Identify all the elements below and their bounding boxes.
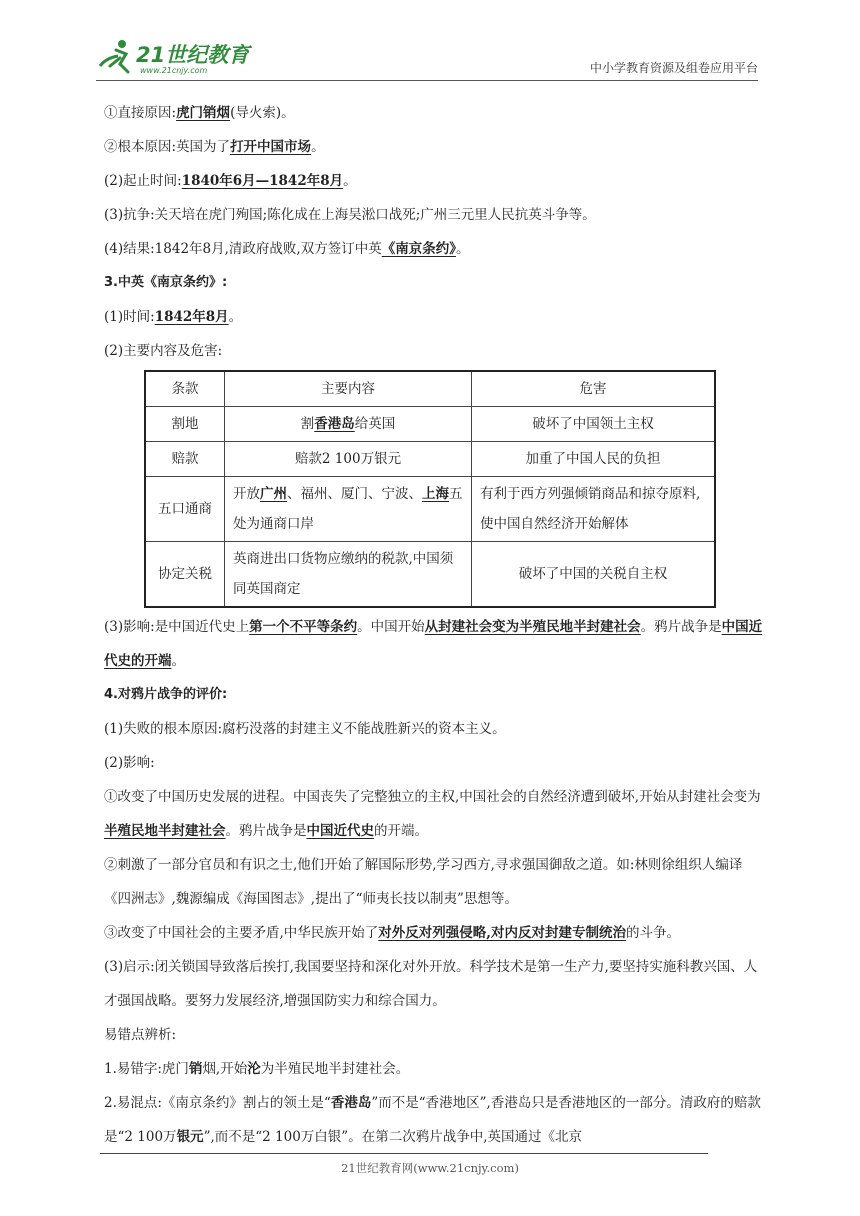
influence-3: ③改变了中国社会的主要矛盾,中华民族开始了对外反对列强侵略,对内反对封建专制统治的斗争。 xyxy=(104,925,680,941)
table-cell: 有利于西方列强倾销商品和掠夺原料,使中国自然经济开始解体 xyxy=(472,477,716,542)
table-cell: 破坏了中国领土主权 xyxy=(472,407,716,442)
document-body xyxy=(104,96,764,1154)
enlightenment: (3)启示:闭关锁国导致落后挨打,我国要坚持和深化对外开放。科学技术是第一生产力,要坚持实施科教兴国、人才强国战略。要努力发展经济,增强国防实力和综合国力。 xyxy=(104,959,758,1009)
table-header-cell: 条款 xyxy=(145,371,225,407)
failure-cause: (1)失败的根本原因:腐朽没落的封建主义不能战胜新兴的资本主义。 xyxy=(104,721,506,737)
table-cell: 割香港岛给英国 xyxy=(225,407,472,442)
table-cell: 赔款 xyxy=(145,442,225,477)
table-cell: 加重了中国人民的负担 xyxy=(472,442,716,477)
section-heading-4: 4.对鸦片战争的评价: xyxy=(104,687,228,702)
treaty-impact: (3)影响:是中国近代史上第一个不平等条约。中国开始从封建社会变为半殖民地半封建社会。鸦片战争是中国近代史的开端。 xyxy=(104,619,763,669)
table-cell: 赔款2 100万银元 xyxy=(225,442,472,477)
table-header-cell: 危害 xyxy=(472,371,716,407)
table-row xyxy=(145,477,715,542)
footer-divider xyxy=(100,1153,708,1154)
influence-2: ②刺激了一部分官员和有识之士,他们开始了解国际形势,学习西方,寻求强国御敌之道。如:林则徐组织人编译《四洲志》,魏源编成《海国图志》,提出了“师夷长技以制夷”思想等。 xyxy=(104,857,743,907)
table-row xyxy=(145,542,715,608)
table-cell: 英商进出口货物应缴纳的税款,中国须同英国商定 xyxy=(225,542,472,608)
time-span: (2)起止时间:1840年6月—1842年8月。 xyxy=(104,173,357,189)
error-words: 1.易错字:虎门销烟,开始沦为半殖民地半封建社会。 xyxy=(104,1061,410,1077)
page-footer: 21世纪教育网(www.21cnjy.com) xyxy=(341,1161,519,1175)
table-cell: 开放广州、福州、厦门、宁波、上海五处为通商口岸 xyxy=(225,477,472,542)
influence-1: ①改变了中国历史发展的进程。中国丧失了完整独立的主权,中国社会的自然经济遭到破坏,开始从封建社会变为半殖民地半封建社会。鸦片战争是中国近代史的开端。 xyxy=(104,789,761,839)
treaty-table xyxy=(144,370,716,608)
root-cause: ②根本原因:英国为了打开中国市场。 xyxy=(104,139,325,155)
table-row xyxy=(145,407,715,442)
influence-heading: (2)影响: xyxy=(104,755,155,771)
result: (4)结果:1842年8月,清政府战败,双方签订中英《南京条约》。 xyxy=(104,241,470,257)
table-header-cell: 主要内容 xyxy=(225,371,472,407)
svg-text:www.21cnjy.com: www.21cnjy.com xyxy=(140,66,208,75)
page-header xyxy=(96,30,758,81)
platform-name: 中小学教育资源及组卷应用平台 xyxy=(589,61,758,75)
treaty-time: (1)时间:1842年8月。 xyxy=(104,309,243,325)
site-logo xyxy=(96,36,266,76)
table-header-row xyxy=(145,371,715,407)
svg-text:21世纪教育: 21世纪教育 xyxy=(136,43,250,67)
table-row xyxy=(145,442,715,477)
table-cell: 割地 xyxy=(145,407,225,442)
treaty-content-heading: (2)主要内容及危害: xyxy=(104,343,223,359)
confusion-points: 2.易混点:《南京条约》割占的领土是“香港岛”而不是“香港地区”,香港岛只是香港地区的一部分。清政府的赔款是“2 100万银元”,而不是“2 100万白银”。在第二次鸦片战争中,英国通过《北京 xyxy=(104,1095,761,1145)
table-cell: 协定关税 xyxy=(145,542,225,608)
table-cell: 五口通商 xyxy=(145,477,225,542)
table-cell: 破坏了中国的关税自主权 xyxy=(472,542,716,608)
section-heading-3: 3.中英《南京条约》: xyxy=(104,275,228,290)
error-analysis-heading: 易错点辨析: xyxy=(104,1027,177,1043)
resistance: (3)抗争:关天培在虎门殉国;陈化成在上海吴淞口战死;广州三元里人民抗英斗争等。 xyxy=(104,207,596,223)
direct-cause: ①直接原因:虎门销烟(导火索)。 xyxy=(104,105,295,121)
